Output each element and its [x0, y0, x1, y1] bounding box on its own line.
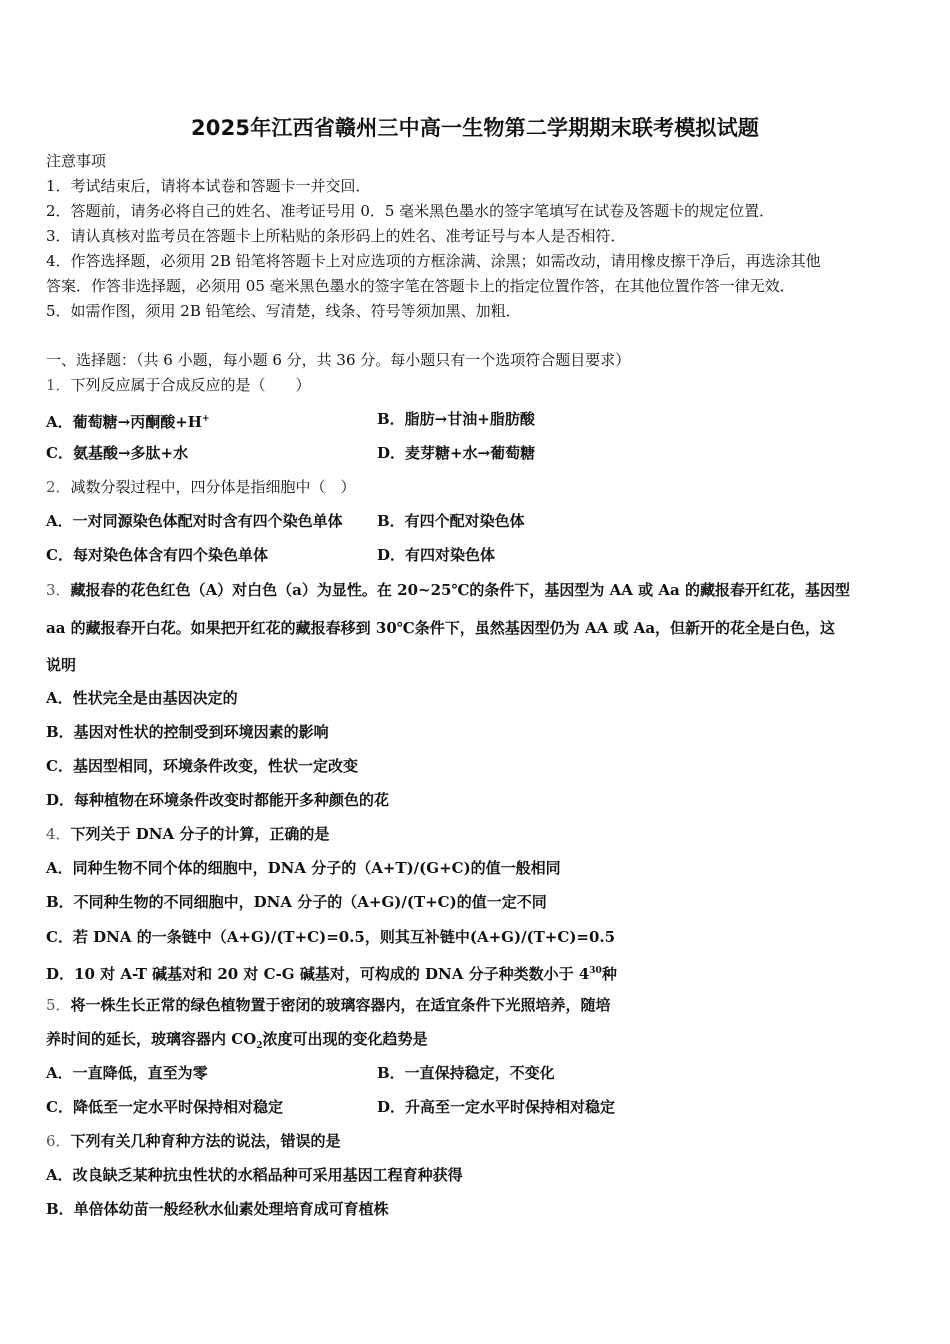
- question-1-options-row-2: [46, 442, 904, 464]
- question-2-stem: [46, 476, 356, 498]
- question-text-cont: 浓度可出现的变化趋势是: [262, 1030, 428, 1048]
- question-2-options-row-1: [46, 510, 904, 532]
- question-number: 1．: [46, 376, 71, 394]
- question-4-option-b[interactable]: B．不同种生物的不同细胞中，DNA 分子的（A+G)/(T+C)的值一定不同: [46, 893, 547, 911]
- question-text: 藏报春的花色红色（A）对白色（a）为显性。在 20~25℃的条件下，基因型为 AA 或 Aa 的藏报春开红花，基因型: [70, 581, 850, 599]
- question-3-option-b[interactable]: B．基因对性状的控制受到环境因素的影响: [46, 723, 329, 741]
- notice-item-3: 3．请认真核对监考员在答题卡上所粘贴的条形码上的姓名、准考证号与本人是否相符．: [46, 227, 626, 245]
- question-3-option-d[interactable]: D．每种植物在环境条件改变时都能开多种颜色的花: [46, 791, 390, 809]
- question-3-option-c[interactable]: C．基因型相同，环境条件改变，性状一定改变: [46, 757, 358, 775]
- option-d-tail: 种: [601, 965, 617, 983]
- option-a[interactable]: [46, 408, 210, 433]
- notice-item-5: 5．如需作图，须用 2B 铅笔绘、写清楚，线条、符号等须加黑、加粗．: [46, 302, 521, 320]
- subscript: 2: [256, 1041, 263, 1051]
- question-number: 4．: [46, 825, 71, 843]
- question-5-stem-line-1: [46, 994, 611, 1016]
- option-d[interactable]: D．麦芽糖+水→葡萄糖: [377, 444, 536, 462]
- option-a[interactable]: A．一直降低，直至为零: [46, 1064, 208, 1082]
- section-heading: 一、选择题：（共 6 小题，每小题 6 分，共 36 分。每小题只有一个选项符合题目要求）: [46, 351, 631, 369]
- question-text: 下列反应属于合成反应的是（ ）: [70, 376, 311, 394]
- option-c[interactable]: C．氨基酸→多肽+水: [46, 444, 189, 462]
- question-5-options-row-1: [46, 1062, 904, 1084]
- superscript: 30: [589, 966, 602, 976]
- question-text: 下列有关几种育种方法的说法，错误的是: [70, 1132, 341, 1150]
- question-text: 将一株生长正常的绿色植物置于密闭的玻璃容器内，在适宜条件下光照培养，随培: [70, 996, 611, 1014]
- question-text: 养时间的延长，玻璃容器内 CO: [46, 1030, 257, 1048]
- superscript: +: [201, 414, 210, 424]
- notice-item-1: 1．考试结束后，请将本试卷和答题卡一并交回．: [46, 177, 371, 195]
- question-3-stem-line-2: aa 的藏报春开白花。如果把开红花的藏报春移到 30℃条件下，虽然基因型仍为 AA 或 Aa，但新开的花全是白色，这: [46, 619, 836, 637]
- question-3-stem-line-1: [46, 579, 850, 601]
- question-1-stem: [46, 374, 311, 396]
- option-b[interactable]: B．脂肪→甘油+脂肪酸: [377, 410, 535, 428]
- notice-item-4: 4．作答选择题，必须用 2B 铅笔将答题卡上对应选项的方框涂满、涂黑；如需改动，请用橡皮擦干净后，再选涂其他: [46, 252, 821, 270]
- option-b[interactable]: B．一直保持稳定，不变化: [377, 1064, 555, 1082]
- question-text: 减数分裂过程中，四分体是指细胞中（ ）: [70, 478, 356, 496]
- option-c[interactable]: C．每对染色体含有四个染色单体: [46, 546, 268, 564]
- notice-item-2: 2．答题前，请务必将自己的姓名、准考证号用 0．5 毫米黑色墨水的签字笔填写在试卷及答题卡的规定位置．: [46, 202, 775, 220]
- notice-heading: 注意事项: [46, 152, 107, 170]
- question-number: 6．: [46, 1132, 71, 1150]
- exam-title: 2025年江西省赣州三中高一生物第二学期期末联考模拟试题: [190, 116, 760, 140]
- question-6-option-a[interactable]: A．改良缺乏某种抗虫性状的水稻品种可采用基因工程育种获得: [46, 1166, 463, 1184]
- question-5-options-row-2: [46, 1096, 904, 1118]
- option-b[interactable]: B．有四个配对染色体: [377, 512, 525, 530]
- question-6-option-b[interactable]: B．单倍体幼苗一般经秋水仙素处理培育成可育植株: [46, 1200, 389, 1218]
- question-4-stem: [46, 823, 329, 845]
- option-d[interactable]: D．有四对染色体: [377, 546, 496, 564]
- option-c[interactable]: C．降低至一定水平时保持相对稳定: [46, 1098, 283, 1116]
- question-number: 2．: [46, 478, 71, 496]
- option-d-text: D．10 对 A-T 碱基对和 20 对 C-G 碱基对，可构成的 DNA 分子种类数小于 4: [46, 965, 590, 983]
- option-a[interactable]: A．一对同源染色体配对时含有四个染色单体: [46, 512, 343, 530]
- question-4-option-d[interactable]: [46, 960, 617, 985]
- notice-item-4-cont: 答案．作答非选择题，必须用 05 毫米黑色墨水的签字笔在答题卡上的指定位置作答，在其他位置作答一律无效．: [46, 277, 795, 295]
- question-text: 下列关于 DNA 分子的计算，正确的是: [70, 825, 330, 843]
- question-2-options-row-2: [46, 544, 904, 566]
- question-number: 3．: [46, 581, 71, 599]
- question-3-option-a[interactable]: A．性状完全是由基因决定的: [46, 689, 238, 707]
- question-1-options-row-1: [46, 408, 904, 430]
- question-6-stem: [46, 1130, 341, 1152]
- question-4-option-a[interactable]: A．同种生物不同个体的细胞中，DNA 分子的（A+T)/(G+C)的值一般相同: [46, 859, 561, 877]
- option-d[interactable]: D．升高至一定水平时保持相对稳定: [377, 1098, 616, 1116]
- question-3-stem-line-3: 说明: [46, 656, 77, 674]
- question-4-option-c[interactable]: C．若 DNA 的一条链中（A+G)/(T+C)=0.5，则其互补链中(A+G)/(T+C)=0.5: [46, 928, 616, 946]
- question-5-stem-line-2: [46, 1028, 428, 1057]
- question-number: 5．: [46, 996, 71, 1014]
- option-a-text: A．葡萄糖→丙酮酸+H: [46, 413, 202, 431]
